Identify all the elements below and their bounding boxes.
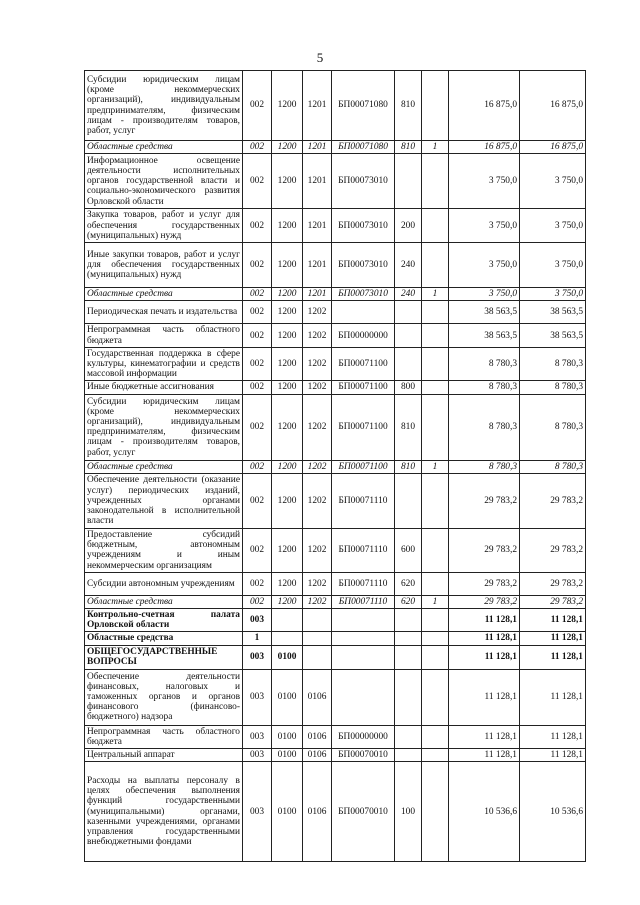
cell-csr — [332, 632, 395, 645]
cell-sum-1: 38 563,5 — [449, 324, 520, 347]
cell-ind — [422, 632, 449, 645]
cell-pr: 1202 — [303, 572, 332, 595]
cell-ved: 002 — [243, 324, 272, 347]
cell-vr: 810 — [395, 460, 422, 473]
cell-pr — [303, 645, 332, 669]
cell-sum-1: 16 875,0 — [449, 141, 520, 154]
cell-pr: 1202 — [303, 394, 332, 460]
cell-pr: 1201 — [303, 154, 332, 209]
cell-sum-2: 11 128,1 — [520, 669, 586, 725]
table-row — [85, 381, 586, 394]
cell-sum-1: 11 128,1 — [449, 632, 520, 645]
cell-csr: БП00071110 — [332, 572, 395, 595]
cell-vr — [395, 725, 422, 748]
cell-pr: 1201 — [303, 243, 332, 288]
cell-rz: 1200 — [272, 347, 303, 381]
cell-rz: 1200 — [272, 595, 303, 608]
cell-csr: БП00073010 — [332, 243, 395, 288]
table-row — [85, 209, 586, 243]
cell-name: Областные средства — [85, 632, 243, 645]
cell-name: Центральный аппарат — [85, 749, 243, 762]
cell-sum-1: 38 563,5 — [449, 301, 520, 324]
cell-pr: 0106 — [303, 669, 332, 725]
cell-name: Субсидии юридическим лицам (кроме некоммерческих организаций), индивидуальным предпринимателям, физическим лицам - производителям товаров, работ, услуг — [85, 394, 243, 460]
cell-vr: 240 — [395, 288, 422, 301]
cell-pr: 0106 — [303, 762, 332, 862]
cell-csr: БП00070010 — [332, 762, 395, 862]
cell-pr: 1202 — [303, 381, 332, 394]
table-row — [85, 473, 586, 528]
cell-sum-2: 38 563,5 — [520, 301, 586, 324]
cell-rz: 1200 — [272, 209, 303, 243]
cell-sum-1: 8 780,3 — [449, 381, 520, 394]
cell-vr: 810 — [395, 71, 422, 141]
cell-ind — [422, 209, 449, 243]
table-row — [85, 288, 586, 301]
cell-ind — [422, 347, 449, 381]
cell-vr — [395, 473, 422, 528]
cell-name: Информационное освещение деятельности исполнительных органов государственной власти и социально-экономического развития Орловской области — [85, 154, 243, 209]
cell-ind — [422, 381, 449, 394]
cell-csr: БП00073010 — [332, 288, 395, 301]
cell-sum-1: 10 536,6 — [449, 762, 520, 862]
cell-rz: 1200 — [272, 473, 303, 528]
cell-ved: 003 — [243, 645, 272, 669]
table-row — [85, 669, 586, 725]
cell-rz: 1200 — [272, 394, 303, 460]
cell-name: Иные закупки товаров, работ и услуг для обеспечения государственных (муниципальных) нужд — [85, 243, 243, 288]
cell-rz: 1200 — [272, 572, 303, 595]
cell-ind: 1 — [422, 595, 449, 608]
cell-csr — [332, 609, 395, 632]
cell-ved: 002 — [243, 394, 272, 460]
cell-rz: 1200 — [272, 71, 303, 141]
table-row — [85, 394, 586, 460]
table-row — [85, 749, 586, 762]
cell-ind — [422, 725, 449, 748]
cell-vr — [395, 632, 422, 645]
cell-vr: 620 — [395, 572, 422, 595]
cell-ved: 002 — [243, 141, 272, 154]
cell-ind: 1 — [422, 460, 449, 473]
cell-ved: 002 — [243, 347, 272, 381]
cell-sum-2: 11 128,1 — [520, 609, 586, 632]
cell-rz: 1200 — [272, 154, 303, 209]
cell-ind — [422, 154, 449, 209]
cell-vr — [395, 154, 422, 209]
cell-ind: 1 — [422, 141, 449, 154]
cell-sum-1: 3 750,0 — [449, 288, 520, 301]
cell-ved: 002 — [243, 71, 272, 141]
cell-ind — [422, 71, 449, 141]
cell-ved: 002 — [243, 595, 272, 608]
cell-vr: 810 — [395, 394, 422, 460]
table-row — [85, 572, 586, 595]
cell-pr: 1202 — [303, 324, 332, 347]
cell-name: Областные средства — [85, 460, 243, 473]
cell-name: Периодическая печать и издательства — [85, 301, 243, 324]
cell-sum-2: 11 128,1 — [520, 645, 586, 669]
cell-pr — [303, 632, 332, 645]
cell-sum-1: 11 128,1 — [449, 609, 520, 632]
cell-name: Субсидии юридическим лицам (кроме некоммерческих организаций), индивидуальным предпринимателям, физическим лицам - производителям товаров, работ, услуг — [85, 71, 243, 141]
cell-ved: 002 — [243, 154, 272, 209]
table-row — [85, 595, 586, 608]
cell-sum-2: 3 750,0 — [520, 209, 586, 243]
cell-name: Областные средства — [85, 141, 243, 154]
cell-pr: 1201 — [303, 71, 332, 141]
cell-name: Непрограммная часть областного бюджета — [85, 324, 243, 347]
cell-rz: 1200 — [272, 460, 303, 473]
table-row — [85, 632, 586, 645]
cell-sum-2: 29 783,2 — [520, 595, 586, 608]
table-row — [85, 609, 586, 632]
cell-csr: БП00073010 — [332, 154, 395, 209]
cell-sum-2: 3 750,0 — [520, 243, 586, 288]
table-row — [85, 347, 586, 381]
cell-csr: БП00071110 — [332, 528, 395, 572]
cell-ved: 002 — [243, 209, 272, 243]
cell-sum-1: 8 780,3 — [449, 347, 520, 381]
cell-vr: 240 — [395, 243, 422, 288]
cell-vr — [395, 324, 422, 347]
cell-ind — [422, 301, 449, 324]
cell-rz: 0100 — [272, 762, 303, 862]
cell-pr: 1202 — [303, 347, 332, 381]
cell-name: Закупка товаров, работ и услуг для обеспечения государственных (муниципальных) нужд — [85, 209, 243, 243]
cell-sum-2: 11 128,1 — [520, 632, 586, 645]
cell-ind — [422, 572, 449, 595]
cell-sum-2: 29 783,2 — [520, 572, 586, 595]
cell-sum-2: 8 780,3 — [520, 394, 586, 460]
cell-rz: 1200 — [272, 528, 303, 572]
cell-ind — [422, 609, 449, 632]
cell-sum-1: 11 128,1 — [449, 645, 520, 669]
cell-pr: 1202 — [303, 595, 332, 608]
cell-sum-2: 10 536,6 — [520, 762, 586, 862]
cell-ved: 003 — [243, 669, 272, 725]
cell-name: Контрольно-счетная палата Орловской области — [85, 609, 243, 632]
cell-vr — [395, 347, 422, 381]
cell-name: Государственная поддержка в сфере культуры, кинематографии и средств массовой информации — [85, 347, 243, 381]
table-row — [85, 762, 586, 862]
cell-csr: БП00000000 — [332, 725, 395, 748]
cell-sum-1: 29 783,2 — [449, 473, 520, 528]
cell-sum-1: 29 783,2 — [449, 595, 520, 608]
cell-csr: БП00073010 — [332, 209, 395, 243]
cell-ind: 1 — [422, 288, 449, 301]
cell-sum-2: 29 783,2 — [520, 528, 586, 572]
cell-sum-1: 16 875,0 — [449, 71, 520, 141]
cell-sum-2: 3 750,0 — [520, 288, 586, 301]
cell-sum-2: 11 128,1 — [520, 749, 586, 762]
cell-ved: 003 — [243, 762, 272, 862]
cell-vr: 620 — [395, 595, 422, 608]
cell-pr: 0106 — [303, 749, 332, 762]
cell-csr: БП00071100 — [332, 460, 395, 473]
cell-pr — [303, 609, 332, 632]
cell-ind — [422, 473, 449, 528]
cell-ind — [422, 394, 449, 460]
table-row — [85, 243, 586, 288]
cell-rz: 0100 — [272, 645, 303, 669]
cell-csr — [332, 645, 395, 669]
cell-sum-2: 11 128,1 — [520, 725, 586, 748]
cell-pr: 1202 — [303, 301, 332, 324]
cell-name: Расходы на выплаты персоналу в целях обеспечения выполнения функций государственными (муниципальными) органами, казенными учреждениями, органами управления государственными внебюджетными фондами — [85, 762, 243, 862]
cell-vr: 100 — [395, 762, 422, 862]
table-row — [85, 460, 586, 473]
cell-sum-1: 29 783,2 — [449, 528, 520, 572]
cell-rz: 0100 — [272, 749, 303, 762]
table-row — [85, 71, 586, 141]
cell-name: Непрограммная часть областного бюджета — [85, 725, 243, 748]
table-row — [85, 141, 586, 154]
cell-pr: 1202 — [303, 460, 332, 473]
cell-rz: 1200 — [272, 288, 303, 301]
cell-name: Областные средства — [85, 595, 243, 608]
cell-csr: БП00071110 — [332, 595, 395, 608]
cell-sum-2: 8 780,3 — [520, 347, 586, 381]
cell-vr — [395, 301, 422, 324]
cell-csr: БП00071110 — [332, 473, 395, 528]
cell-ved: 1 — [243, 632, 272, 645]
table-row — [85, 528, 586, 572]
cell-csr: БП00071080 — [332, 141, 395, 154]
cell-name: ОБЩЕГОСУДАРСТВЕННЫЕ ВОПРОСЫ — [85, 645, 243, 669]
table-row — [85, 324, 586, 347]
cell-ved: 003 — [243, 725, 272, 748]
cell-pr: 1201 — [303, 141, 332, 154]
cell-csr: БП00000000 — [332, 324, 395, 347]
cell-csr: БП00070010 — [332, 749, 395, 762]
cell-rz: 1200 — [272, 324, 303, 347]
cell-sum-2: 16 875,0 — [520, 141, 586, 154]
cell-ved: 003 — [243, 609, 272, 632]
cell-name: Обеспечение деятельности (оказание услуг) периодических изданий, учрежденных органами законодательной в исполнительной власти — [85, 473, 243, 528]
cell-csr: БП00071100 — [332, 347, 395, 381]
cell-ind — [422, 669, 449, 725]
cell-pr: 1201 — [303, 288, 332, 301]
cell-ved: 002 — [243, 473, 272, 528]
cell-name: Иные бюджетные ассигнования — [85, 381, 243, 394]
cell-csr: БП00071100 — [332, 394, 395, 460]
table-row — [85, 725, 586, 748]
cell-rz: 1200 — [272, 141, 303, 154]
table-row — [85, 301, 586, 324]
cell-sum-1: 3 750,0 — [449, 154, 520, 209]
cell-sum-1: 11 128,1 — [449, 725, 520, 748]
cell-vr: 800 — [395, 381, 422, 394]
cell-rz: 1200 — [272, 301, 303, 324]
cell-pr: 1202 — [303, 473, 332, 528]
cell-sum-1: 11 128,1 — [449, 749, 520, 762]
cell-ved: 003 — [243, 749, 272, 762]
cell-pr: 1202 — [303, 528, 332, 572]
cell-rz: 1200 — [272, 381, 303, 394]
cell-rz: 1200 — [272, 243, 303, 288]
cell-rz — [272, 632, 303, 645]
cell-vr: 810 — [395, 141, 422, 154]
cell-pr: 0106 — [303, 725, 332, 748]
budget-table — [84, 70, 586, 862]
cell-name: Обеспечение деятельности финансовых, налоговых и таможенных органов и органов финансового (финансово-бюджетного) надзора — [85, 669, 243, 725]
cell-rz — [272, 609, 303, 632]
cell-ved: 002 — [243, 528, 272, 572]
cell-ved: 002 — [243, 381, 272, 394]
cell-rz: 0100 — [272, 725, 303, 748]
cell-ind — [422, 762, 449, 862]
cell-sum-1: 8 780,3 — [449, 460, 520, 473]
cell-sum-2: 29 783,2 — [520, 473, 586, 528]
cell-ind — [422, 528, 449, 572]
cell-csr: БП00071100 — [332, 381, 395, 394]
cell-sum-2: 38 563,5 — [520, 324, 586, 347]
cell-vr: 200 — [395, 209, 422, 243]
cell-csr: БП00071080 — [332, 71, 395, 141]
cell-sum-1: 11 128,1 — [449, 669, 520, 725]
cell-sum-1: 3 750,0 — [449, 209, 520, 243]
cell-csr — [332, 301, 395, 324]
cell-name: Предоставление субсидий бюджетным, автономным учреждениям и иным некоммерческим организациям — [85, 528, 243, 572]
cell-ved: 002 — [243, 301, 272, 324]
cell-vr — [395, 669, 422, 725]
cell-csr — [332, 669, 395, 725]
cell-ind — [422, 645, 449, 669]
cell-sum-1: 8 780,3 — [449, 394, 520, 460]
table-row — [85, 154, 586, 209]
cell-sum-1: 29 783,2 — [449, 572, 520, 595]
cell-sum-1: 3 750,0 — [449, 243, 520, 288]
table-row — [85, 645, 586, 669]
cell-vr: 600 — [395, 528, 422, 572]
cell-ved: 002 — [243, 572, 272, 595]
cell-pr: 1201 — [303, 209, 332, 243]
cell-sum-2: 8 780,3 — [520, 460, 586, 473]
cell-sum-2: 3 750,0 — [520, 154, 586, 209]
cell-sum-2: 8 780,3 — [520, 381, 586, 394]
cell-ind — [422, 243, 449, 288]
cell-ved: 002 — [243, 460, 272, 473]
cell-name: Областные средства — [85, 288, 243, 301]
cell-ind — [422, 749, 449, 762]
cell-ind — [422, 324, 449, 347]
page-number: 5 — [316, 50, 324, 65]
cell-ved: 002 — [243, 288, 272, 301]
cell-ved: 002 — [243, 243, 272, 288]
cell-vr — [395, 645, 422, 669]
cell-vr — [395, 609, 422, 632]
cell-sum-2: 16 875,0 — [520, 71, 586, 141]
cell-name: Субсидии автономным учреждениям — [85, 572, 243, 595]
cell-vr — [395, 749, 422, 762]
cell-rz: 0100 — [272, 669, 303, 725]
